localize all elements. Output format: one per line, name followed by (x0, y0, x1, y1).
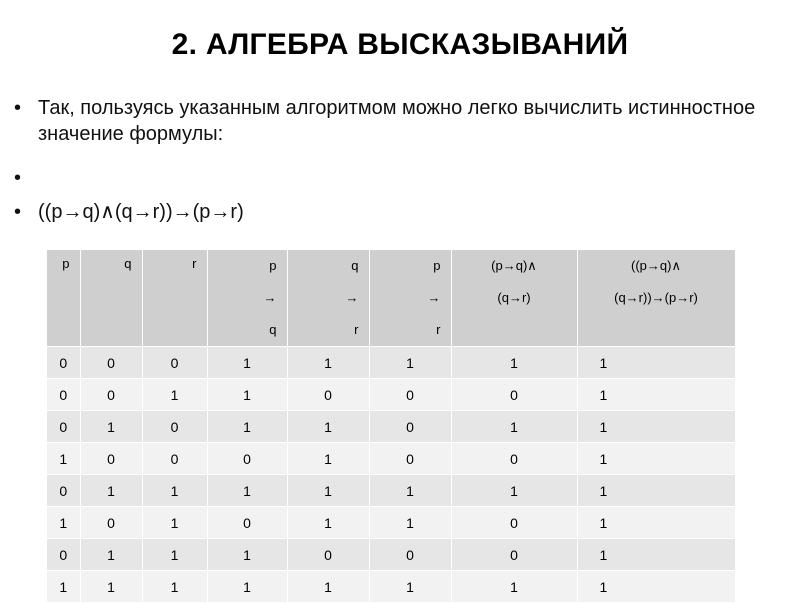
cell-q: 0 (80, 379, 142, 411)
cell-r: 1 (142, 539, 207, 571)
cell-q: 0 (80, 347, 142, 379)
cell-full-formula: 1 (577, 571, 735, 603)
bullet-text: Так, пользуясь указанным алгоритмом можно легко вычислить истинностное значение формулы: (38, 97, 756, 145)
cell-p-implies-r: 0 (369, 379, 451, 411)
cell-p-implies-q: 1 (207, 475, 287, 507)
table-row (47, 379, 735, 411)
cell-p-implies-q: 1 (207, 539, 287, 571)
cell-q: 0 (80, 443, 142, 475)
cell-p-implies-q: 1 (207, 347, 287, 379)
cell-full-formula: 1 (577, 443, 735, 475)
cell-full-formula: 1 (577, 347, 735, 379)
cell-p-implies-q: 0 (207, 507, 287, 539)
cell-p: 0 (47, 379, 80, 411)
cell-p: 0 (47, 539, 80, 571)
header-p-implies-r: p → r (369, 250, 451, 347)
bullet-item (12, 199, 772, 229)
cell-r: 1 (142, 507, 207, 539)
cell-p: 1 (47, 571, 80, 603)
cell-conjunction: 0 (451, 539, 577, 571)
header-q: q (80, 250, 142, 347)
cell-r: 0 (142, 411, 207, 443)
cell-p-implies-q: 1 (207, 571, 287, 603)
cell-p-implies-q: 0 (207, 443, 287, 475)
table-row (47, 443, 735, 475)
cell-q-implies-r: 1 (287, 507, 369, 539)
cell-q-implies-r: 1 (287, 571, 369, 603)
table-row (47, 507, 735, 539)
cell-p: 1 (47, 507, 80, 539)
cell-conjunction: 1 (451, 347, 577, 379)
cell-full-formula: 1 (577, 379, 735, 411)
header-full-formula: ((p→q)∧ (q→r))→(p→r) (577, 250, 735, 347)
header-conjunction: (p→q)∧ (q→r) (451, 250, 577, 347)
cell-r: 1 (142, 475, 207, 507)
slide-title: 2. АЛГЕБРА ВЫСКАЗЫВАНИЙ (171, 28, 629, 61)
bullet-dot: • (14, 201, 22, 223)
cell-p: 0 (47, 475, 80, 507)
cell-conjunction: 1 (451, 475, 577, 507)
cell-q-implies-r: 1 (287, 347, 369, 379)
bullet-item (12, 165, 772, 199)
cell-r: 0 (142, 347, 207, 379)
table-row (47, 539, 735, 571)
cell-conjunction: 0 (451, 507, 577, 539)
bullet-dot: • (14, 97, 22, 119)
table-row (47, 475, 735, 507)
cell-r: 1 (142, 571, 207, 603)
formula-text: ((p→q)∧(q→r))→(p→r) (38, 201, 244, 223)
cell-full-formula: 1 (577, 539, 735, 571)
cell-p-implies-r: 1 (369, 507, 451, 539)
cell-q-implies-r: 1 (287, 443, 369, 475)
cell-p-implies-r: 1 (369, 347, 451, 379)
cell-conjunction: 0 (451, 443, 577, 475)
cell-p-implies-r: 0 (369, 443, 451, 475)
table-row (47, 347, 735, 379)
cell-p-implies-r: 0 (369, 539, 451, 571)
truth-table (47, 250, 736, 603)
cell-full-formula: 1 (577, 411, 735, 443)
cell-conjunction: 0 (451, 379, 577, 411)
cell-full-formula: 1 (577, 507, 735, 539)
cell-q: 0 (80, 507, 142, 539)
header-q-implies-r: q → r (287, 250, 369, 347)
table-row (47, 411, 735, 443)
header-r: r (142, 250, 207, 347)
cell-q-implies-r: 1 (287, 475, 369, 507)
cell-conjunction: 1 (451, 571, 577, 603)
table-header-row (47, 250, 735, 347)
cell-p-implies-r: 1 (369, 571, 451, 603)
cell-conjunction: 1 (451, 411, 577, 443)
bullet-item (12, 95, 772, 165)
table-row (47, 571, 735, 603)
cell-p-implies-q: 1 (207, 411, 287, 443)
bullet-dot: • (14, 167, 22, 189)
header-p-implies-q: p → q (207, 250, 287, 347)
cell-p: 1 (47, 443, 80, 475)
cell-q: 1 (80, 539, 142, 571)
header-p: p (47, 250, 80, 347)
cell-q: 1 (80, 411, 142, 443)
cell-r: 1 (142, 379, 207, 411)
cell-q-implies-r: 0 (287, 539, 369, 571)
cell-q: 1 (80, 571, 142, 603)
cell-p: 0 (47, 411, 80, 443)
cell-p-implies-q: 1 (207, 379, 287, 411)
cell-p: 0 (47, 347, 80, 379)
cell-p-implies-r: 1 (369, 475, 451, 507)
cell-q-implies-r: 1 (287, 411, 369, 443)
cell-q: 1 (80, 475, 142, 507)
cell-p-implies-r: 0 (369, 411, 451, 443)
cell-q-implies-r: 0 (287, 379, 369, 411)
cell-r: 0 (142, 443, 207, 475)
cell-full-formula: 1 (577, 475, 735, 507)
bullet-list (12, 95, 772, 229)
